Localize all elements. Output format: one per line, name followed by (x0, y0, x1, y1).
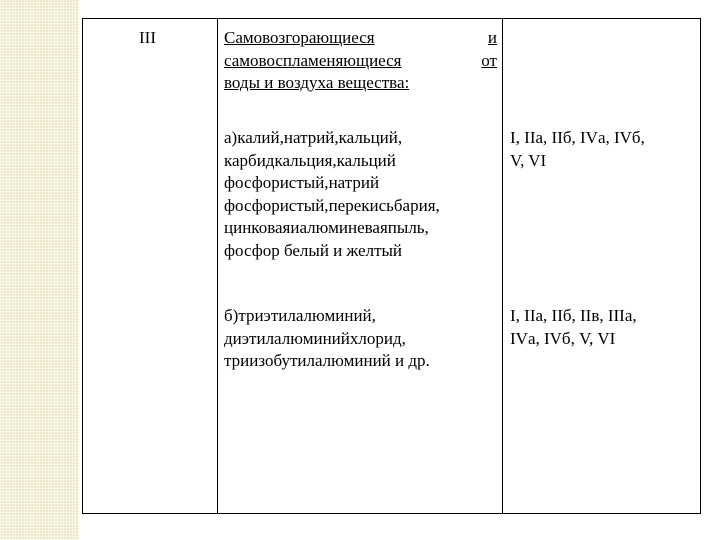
table-border-left (82, 18, 83, 514)
decorative-side-strip (0, 0, 79, 540)
justified-word: и (290, 218, 300, 237)
substance-list-a (224, 127, 497, 262)
justified-word: цинковая (224, 218, 291, 237)
codes-b-line-1: I, IIа, IIб, IIв, IIIа, (510, 306, 637, 325)
substance-list-b (224, 305, 497, 373)
list-a-line-4 (224, 195, 497, 218)
justified-word: калий, (237, 128, 284, 147)
justified-word: фосфористый, (224, 195, 329, 215)
list-b-line-2: диэтилалюминийхлорид, (224, 328, 406, 348)
section-heading (224, 27, 497, 95)
heading-line-1 (224, 27, 497, 50)
heading-line-2 (224, 50, 497, 73)
justified-word: кальций (336, 150, 396, 170)
list-b-line-3: триизобутилалюминий и др. (224, 351, 430, 370)
heading-word-1: Самовозгорающиеся (224, 28, 375, 47)
justified-word: бария, (393, 195, 440, 215)
class-codes-b (510, 305, 692, 350)
list-a-line-1 (224, 127, 497, 150)
justified-word: б) (224, 306, 239, 325)
class-codes-a (510, 127, 692, 172)
list-a-line-6: фосфор белый и желтый (224, 240, 403, 260)
list-a-line-3 (224, 172, 497, 195)
justified-word: натрий (328, 173, 380, 192)
heading-word-2: и (487, 28, 497, 47)
table-border-bottom (82, 513, 701, 514)
heading-line-3 (224, 72, 497, 95)
codes-a-line-2: V, VI (510, 150, 547, 170)
codes-a-line-1: I, IIа, IIб, IVа, IVб, (510, 128, 645, 147)
column-divider-2 (502, 18, 503, 514)
heading-line-3-text: воды и воздуха вещества: (224, 73, 410, 92)
justified-word: пыль, (387, 218, 429, 237)
table-border-right (700, 18, 701, 514)
justified-word: натрий, (283, 128, 339, 147)
list-b-line-1 (224, 305, 497, 328)
row-number: III (139, 28, 156, 47)
table-border-top (82, 18, 701, 19)
list-a-line-2 (224, 150, 497, 173)
justified-word: а) (224, 128, 238, 147)
justified-word: триэтилалюминий, (238, 306, 376, 325)
justified-word: карбид (224, 150, 275, 170)
list-a-line-5 (224, 217, 497, 240)
justified-word: кальция, (274, 150, 337, 170)
heading-word-4: от (481, 50, 497, 70)
justified-word: кальций, (338, 128, 403, 147)
justified-word: фосфористый, (224, 173, 329, 192)
justified-word: алюминевая (299, 218, 388, 237)
heading-word-3: самовоспламеняющиеся (224, 50, 402, 70)
codes-b-line-2: IVа, IVб, V, VI (510, 328, 616, 348)
justified-word: перекись (328, 195, 394, 215)
column-divider-1 (217, 18, 218, 514)
